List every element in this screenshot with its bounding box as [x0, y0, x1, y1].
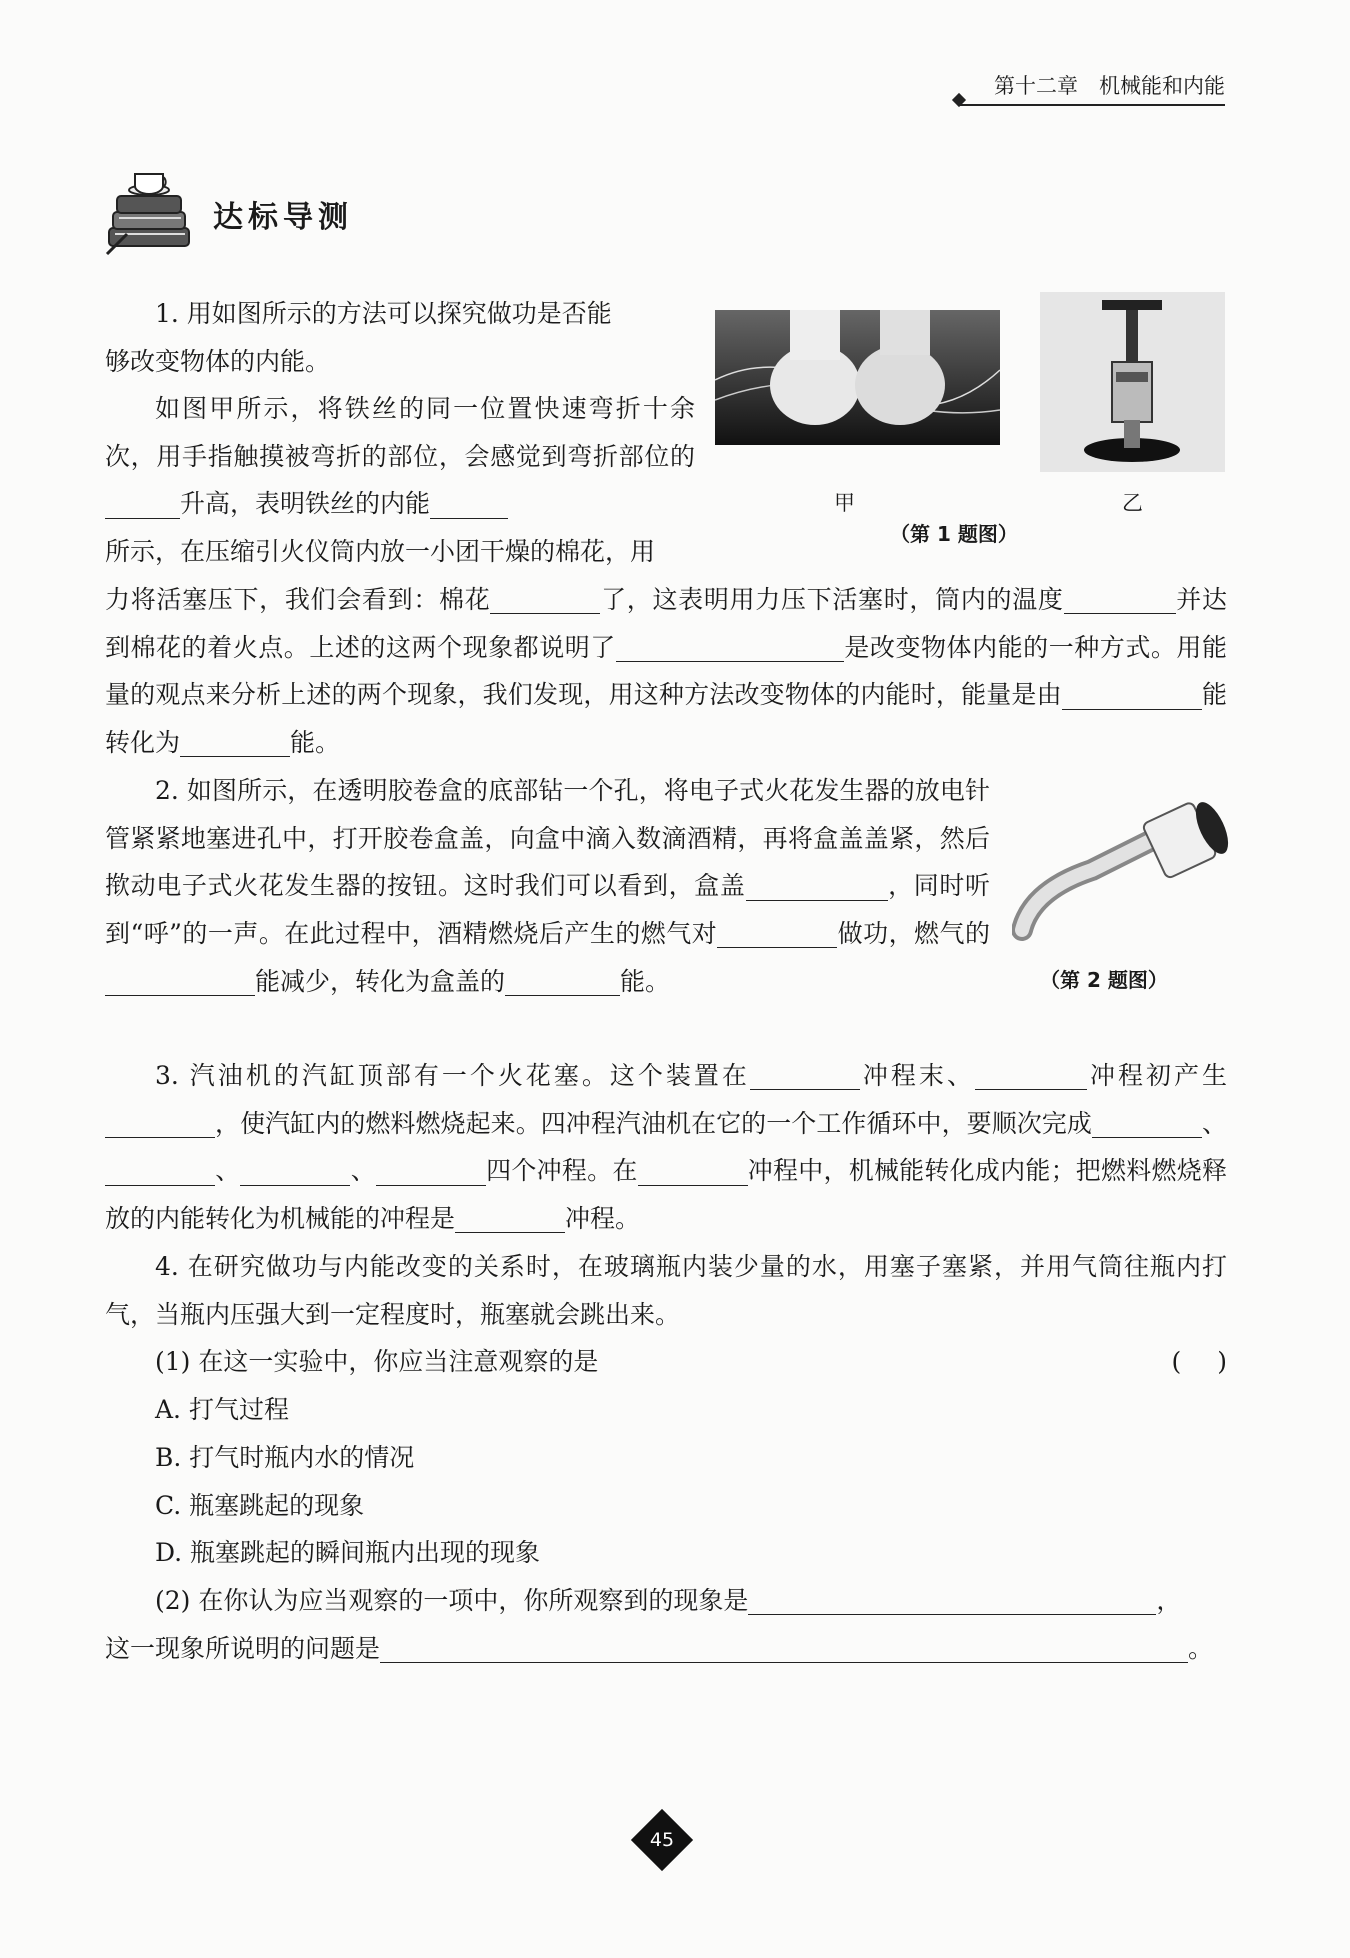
page-number: 45: [649, 1829, 675, 1851]
q3-blank-7[interactable]: [376, 1157, 486, 1186]
q2-blank-3[interactable]: [105, 968, 255, 997]
q3-d: ，使汽缸内的燃料燃烧起来。四冲程汽油机在它的一个工作循环中，要顺次完成: [215, 1108, 1092, 1138]
question-4: 4. 在研究做功与内能改变的关系时，在玻璃瓶内装少量的水，用塞子塞紧，并用气筒往瓶内打气，当瓶内压强大到一定程度时，瓶塞就会跳出来。 (1) 在这一实验中，你应当注意观察的是 () A. 打气过程 B. 打气时瓶内水的情况 C. 瓶塞跳起的现象 D. 瓶塞跳起的瞬间瓶内出现的现象 (2) 在你认为应当观察的一项中，你所观察到的现象是 ， 这一现象所说明的问题是 。: [105, 1243, 1227, 1672]
q3-f: 冲程中，机械能转化成内能；把燃料燃烧释放的内能转化为机械能的冲程是: [105, 1156, 1227, 1234]
q1-p2d: 了，这表明用力压下活塞时，筒内的温度: [600, 585, 1064, 614]
q4-sub2: (2) 在你认为应当观察的一项中，你所观察到的现象是: [155, 1585, 749, 1615]
books-cup-icon: [105, 168, 195, 260]
q1-line2: 够改变物体的内能。: [105, 346, 331, 376]
figure-2-caption: （第 2 题图）: [1040, 968, 1168, 992]
q3-blank-6[interactable]: [240, 1157, 350, 1186]
q1-p2b: 升高，表明铁丝的内能: [180, 489, 431, 519]
q3-blank-5[interactable]: [105, 1157, 215, 1186]
q2-c: 做功，燃气的: [837, 919, 990, 949]
figure-1a-hands-bending-wire: [715, 310, 1000, 445]
q3-blank-8[interactable]: [638, 1157, 748, 1186]
q4-option-c: C. 瓶塞跳起的现象: [155, 1490, 365, 1520]
q4-answer-paren[interactable]: (): [1171, 1347, 1263, 1377]
q3-a: 3. 汽油机的汽缸顶部有一个火花塞。这个装置在: [155, 1061, 750, 1090]
q3-c: 冲程初产生: [1086, 1061, 1227, 1090]
q1-p2e: 并达到棉花的着火点。上述的这两个现象都说明了: [105, 585, 1227, 662]
q2-blank-4[interactable]: [505, 968, 620, 997]
section-heading: [105, 168, 353, 260]
figure-1a-label: 甲: [834, 491, 855, 515]
q3-blank-9[interactable]: [455, 1205, 565, 1234]
q3-blank-3[interactable]: [105, 1109, 215, 1138]
q2-blank-2[interactable]: [717, 920, 837, 949]
q1-p2f: 是改变物体内能的一种方式。用能量的观点来分析上述的两个现象，我们发现，用这种方法改变物体的内能时，能量是由: [105, 632, 1227, 710]
q3-e: 四个冲程。在: [485, 1156, 638, 1186]
question-2: [105, 767, 990, 1006]
q1-blank-6[interactable]: [1062, 681, 1202, 710]
q2-blank-1[interactable]: [746, 872, 888, 901]
q1-p2a: 如图甲所示，将铁丝的同一位置快速弯折十余次，用手指触摸被弯折的部位，会感觉到弯折部位的: [105, 394, 695, 471]
q1-blank-4[interactable]: [1064, 586, 1176, 615]
q1-p2h: 能。: [290, 728, 341, 758]
q2-d: 能减少，转化为盒盖的: [255, 966, 506, 996]
section-title: 达标导测: [213, 200, 353, 235]
q4-sub1: (1) 在这一实验中，你应当注意观察的是: [155, 1347, 599, 1377]
q2-a: 2. 如图所示，在透明胶卷盒的底部钻一个孔，将电子式火花发生器的放电针管紧紧地塞进孔中，打开胶卷盒盖，向盒中滴入数滴酒精，再将盒盖盖紧，然后揿动电子式火花发生器的按钮。这时我们可以看到，盒盖: [105, 776, 990, 901]
q3-blank-1[interactable]: [750, 1062, 860, 1091]
question-3: 3. 汽油机的汽缸顶部有一个火花塞。这个装置在 冲程末、 冲程初产生，使汽缸内的燃料燃烧起来。四冲程汽油机在它的一个工作循环中，要顺次完成 、、 、 四个冲程。在 冲程中，机械能转化成内能；把燃料燃烧释放的内能转化为机械能的冲程是 冲程。: [105, 1061, 1227, 1234]
q1-blank-3[interactable]: [490, 586, 600, 615]
q1-p2-full: 力将活塞压下，我们会看到：棉花 了，这表明用力压下活塞时，筒内的温度 并达到棉花的着火点。上述的这两个现象都说明了 是改变物体内能的一种方式。用能量的观点来分析上述的两个现象，我们发现，用这种方法改变物体的内能时，能量是由 能转化为 能。: [105, 585, 1227, 758]
q4-option-b: B. 打气时瓶内水的情况: [155, 1442, 415, 1472]
q1-line1: 1. 用如图所示的方法可以探究做功是否能: [155, 299, 612, 328]
figure-1-caption: （第 1 题图）: [890, 522, 1018, 546]
q3-g: 冲程。: [565, 1204, 641, 1234]
chapter-header: 第十二章 机械能和内能: [960, 70, 1225, 106]
q1-blank-7[interactable]: [180, 729, 290, 758]
q2-e: 能。: [620, 966, 671, 996]
figure-2-spark-generator: [1012, 790, 1232, 945]
q4-option-a: A. 打气过程: [155, 1395, 289, 1425]
q4-sub2b: 这一现象所说明的问题是: [105, 1633, 381, 1663]
q3-blank-4[interactable]: [1092, 1109, 1202, 1138]
q3-b: 冲程末、: [859, 1061, 975, 1090]
q2-b: ，同时听到“呼”的一声。在此过程中，酒精燃烧后产生的燃气对: [105, 871, 990, 949]
q1-p2c-block: 所示，在压缩引火仪筒内放一小团干燥的棉花，用: [105, 537, 656, 566]
q4-option-d: D. 瓶塞跳起的瞬间瓶内出现的现象: [155, 1538, 541, 1568]
q1-blank-2[interactable]: [430, 490, 508, 519]
q4-stem: 4. 在研究做功与内能改变的关系时，在玻璃瓶内装少量的水，用塞子塞紧，并用气筒往瓶内打气，当瓶内压强大到一定程度时，瓶塞就会跳出来。: [105, 1252, 1227, 1329]
q1-intro: [105, 290, 695, 385]
q1-blank-5[interactable]: [616, 633, 844, 662]
figure-1b-fire-syringe: [1040, 292, 1225, 472]
q1-para2-top: [105, 385, 695, 528]
figure-1b-label: 乙: [1122, 491, 1143, 515]
q3-blank-2[interactable]: [975, 1062, 1087, 1091]
q1-blank-1[interactable]: [105, 490, 180, 519]
q1-p2g: 能转化为: [105, 680, 1227, 758]
q4-blank-2[interactable]: [380, 1634, 1188, 1663]
q4-blank-1[interactable]: [748, 1587, 1156, 1616]
